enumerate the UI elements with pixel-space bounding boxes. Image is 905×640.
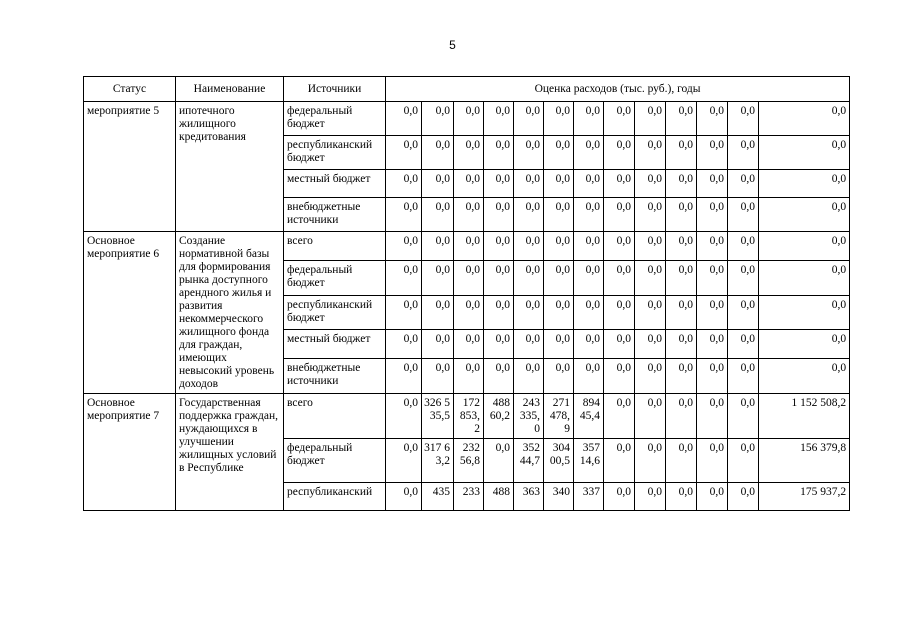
year-value-cell: 0,0: [635, 439, 666, 483]
year-value-cell: 488 60,2: [484, 394, 514, 439]
expenses-table: [83, 76, 850, 511]
year-value-cell: 0,0: [604, 102, 635, 136]
name-cell: Государственная поддержка граждан, нуждающихся в улучшении жилищных условий в Республике: [176, 394, 284, 511]
year-value-cell: 0,0: [574, 359, 604, 394]
total-value-cell: 175 937,2: [759, 483, 850, 511]
year-value-cell: 0,0: [697, 483, 728, 511]
year-value-cell: 271 478,9: [544, 394, 574, 439]
year-value-cell: 0,0: [544, 102, 574, 136]
year-value-cell: 0,0: [574, 136, 604, 170]
year-value-cell: 0,0: [728, 260, 759, 295]
year-value-cell: 0,0: [422, 136, 454, 170]
year-value-cell: 0,0: [728, 102, 759, 136]
year-value-cell: 0,0: [635, 170, 666, 198]
year-value-cell: 0,0: [697, 170, 728, 198]
year-value-cell: 0,0: [484, 102, 514, 136]
year-value-cell: 0,0: [454, 136, 484, 170]
year-value-cell: 304 00,5: [544, 439, 574, 483]
source-cell: республиканский бюджет: [284, 136, 386, 170]
total-value-cell: 1 152 508,2: [759, 394, 850, 439]
year-value-cell: 357 14,6: [574, 439, 604, 483]
year-value-cell: 317 63,2: [422, 439, 454, 483]
total-value-cell: 0,0: [759, 232, 850, 261]
year-value-cell: 0,0: [386, 232, 422, 261]
source-cell: внебюджетные источники: [284, 198, 386, 232]
year-value-cell: 0,0: [728, 170, 759, 198]
year-value-cell: 0,0: [635, 483, 666, 511]
year-value-cell: 0,0: [728, 136, 759, 170]
total-value-cell: 0,0: [759, 260, 850, 295]
year-value-cell: 0,0: [697, 232, 728, 261]
year-value-cell: 0,0: [574, 295, 604, 330]
year-value-cell: 0,0: [386, 260, 422, 295]
year-value-cell: 0,0: [666, 232, 697, 261]
year-value-cell: 0,0: [604, 295, 635, 330]
year-value-cell: 0,0: [386, 136, 422, 170]
year-value-cell: 0,0: [422, 330, 454, 359]
status-cell: мероприятие 5: [84, 102, 176, 232]
year-value-cell: 363: [514, 483, 544, 511]
year-value-cell: 0,0: [386, 439, 422, 483]
year-value-cell: 0,0: [728, 394, 759, 439]
table-row: [84, 102, 850, 136]
source-cell: федеральный бюджет: [284, 102, 386, 136]
year-value-cell: 0,0: [422, 295, 454, 330]
year-value-cell: 0,0: [697, 330, 728, 359]
header-sources: Источники: [284, 77, 386, 102]
year-value-cell: 0,0: [666, 260, 697, 295]
header-name: Наименование: [176, 77, 284, 102]
year-value-cell: 0,0: [574, 170, 604, 198]
year-value-cell: 0,0: [514, 198, 544, 232]
year-value-cell: 0,0: [484, 170, 514, 198]
year-value-cell: 0,0: [484, 198, 514, 232]
year-value-cell: 0,0: [728, 198, 759, 232]
name-cell: Создание нормативной базы для формирования рынка доступного арендного жилья и развития некоммерческого жилищного фонда для граждан, имеющих невысокий уровень доходов: [176, 232, 284, 394]
year-value-cell: 0,0: [484, 330, 514, 359]
year-value-cell: 0,0: [514, 295, 544, 330]
year-value-cell: 0,0: [728, 295, 759, 330]
source-cell: республиканский: [284, 483, 386, 511]
year-value-cell: 0,0: [544, 170, 574, 198]
table-row: [84, 232, 850, 261]
year-value-cell: 340: [544, 483, 574, 511]
year-value-cell: 0,0: [544, 232, 574, 261]
year-value-cell: 0,0: [697, 439, 728, 483]
year-value-cell: 0,0: [604, 359, 635, 394]
year-value-cell: 0,0: [635, 359, 666, 394]
source-cell: местный бюджет: [284, 170, 386, 198]
year-value-cell: 0,0: [386, 330, 422, 359]
year-value-cell: 0,0: [728, 483, 759, 511]
year-value-cell: 0,0: [386, 170, 422, 198]
year-value-cell: 0,0: [544, 295, 574, 330]
year-value-cell: 0,0: [728, 359, 759, 394]
year-value-cell: 0,0: [635, 102, 666, 136]
total-value-cell: 0,0: [759, 359, 850, 394]
year-value-cell: 0,0: [604, 330, 635, 359]
year-value-cell: 172 853,2: [454, 394, 484, 439]
source-cell: федеральный бюджет: [284, 260, 386, 295]
year-value-cell: 0,0: [514, 359, 544, 394]
year-value-cell: 0,0: [635, 232, 666, 261]
year-value-cell: 0,0: [454, 102, 484, 136]
year-value-cell: 0,0: [544, 198, 574, 232]
year-value-cell: 0,0: [604, 232, 635, 261]
year-value-cell: 0,0: [635, 330, 666, 359]
year-value-cell: 0,0: [386, 198, 422, 232]
source-cell: всего: [284, 394, 386, 439]
page-number: 5: [449, 38, 456, 52]
year-value-cell: 0,0: [544, 330, 574, 359]
source-cell: всего: [284, 232, 386, 261]
year-value-cell: 0,0: [422, 260, 454, 295]
year-value-cell: 0,0: [635, 394, 666, 439]
year-value-cell: 0,0: [514, 102, 544, 136]
year-value-cell: 0,0: [514, 260, 544, 295]
year-value-cell: 0,0: [484, 359, 514, 394]
year-value-cell: 0,0: [386, 295, 422, 330]
year-value-cell: 0,0: [604, 483, 635, 511]
year-value-cell: 0,0: [697, 102, 728, 136]
name-cell: ипотечного жилищного кредитования: [176, 102, 284, 232]
year-value-cell: 0,0: [697, 394, 728, 439]
year-value-cell: 0,0: [454, 330, 484, 359]
year-value-cell: 0,0: [454, 295, 484, 330]
total-value-cell: 0,0: [759, 295, 850, 330]
year-value-cell: 0,0: [422, 232, 454, 261]
year-value-cell: 337: [574, 483, 604, 511]
year-value-cell: 0,0: [484, 295, 514, 330]
header-status: Статус: [84, 77, 176, 102]
year-value-cell: 0,0: [484, 260, 514, 295]
year-value-cell: 233: [454, 483, 484, 511]
status-cell: Основное мероприятие 6: [84, 232, 176, 394]
year-value-cell: 0,0: [544, 136, 574, 170]
year-value-cell: 0,0: [635, 260, 666, 295]
year-value-cell: 0,0: [484, 439, 514, 483]
year-value-cell: 0,0: [666, 330, 697, 359]
table-row: [84, 394, 850, 439]
year-value-cell: 0,0: [697, 359, 728, 394]
year-value-cell: 0,0: [514, 136, 544, 170]
year-value-cell: 0,0: [697, 260, 728, 295]
year-value-cell: 488: [484, 483, 514, 511]
year-value-cell: 0,0: [666, 170, 697, 198]
year-value-cell: 0,0: [728, 439, 759, 483]
year-value-cell: 0,0: [386, 394, 422, 439]
year-value-cell: 0,0: [728, 232, 759, 261]
year-value-cell: 0,0: [454, 170, 484, 198]
year-value-cell: 0,0: [514, 232, 544, 261]
year-value-cell: 0,0: [697, 295, 728, 330]
table-body: [84, 102, 850, 511]
year-value-cell: 326 535,5: [422, 394, 454, 439]
year-value-cell: 0,0: [574, 102, 604, 136]
year-value-cell: 0,0: [604, 439, 635, 483]
year-value-cell: 243 335,0: [514, 394, 544, 439]
year-value-cell: 0,0: [574, 330, 604, 359]
year-value-cell: 0,0: [666, 483, 697, 511]
year-value-cell: 0,0: [454, 260, 484, 295]
year-value-cell: 0,0: [484, 136, 514, 170]
year-value-cell: 435: [422, 483, 454, 511]
total-value-cell: 0,0: [759, 330, 850, 359]
year-value-cell: 0,0: [422, 359, 454, 394]
status-cell: Основное мероприятие 7: [84, 394, 176, 511]
year-value-cell: 0,0: [697, 198, 728, 232]
year-value-cell: 0,0: [666, 136, 697, 170]
year-value-cell: 0,0: [454, 198, 484, 232]
total-value-cell: 0,0: [759, 198, 850, 232]
year-value-cell: 0,0: [604, 260, 635, 295]
year-value-cell: 0,0: [574, 198, 604, 232]
year-value-cell: 0,0: [422, 102, 454, 136]
year-value-cell: 0,0: [635, 295, 666, 330]
year-value-cell: 0,0: [666, 102, 697, 136]
source-cell: местный бюджет: [284, 330, 386, 359]
year-value-cell: 0,0: [604, 198, 635, 232]
total-value-cell: 0,0: [759, 170, 850, 198]
total-value-cell: 156 379,8: [759, 439, 850, 483]
year-value-cell: 0,0: [666, 359, 697, 394]
year-value-cell: 0,0: [666, 439, 697, 483]
year-value-cell: 0,0: [544, 359, 574, 394]
year-value-cell: 0,0: [728, 330, 759, 359]
year-value-cell: 232 56,8: [454, 439, 484, 483]
year-value-cell: 0,0: [604, 394, 635, 439]
year-value-cell: 0,0: [604, 136, 635, 170]
year-value-cell: 0,0: [514, 170, 544, 198]
year-value-cell: 0,0: [666, 295, 697, 330]
year-value-cell: 894 45,4: [574, 394, 604, 439]
year-value-cell: 352 44,7: [514, 439, 544, 483]
year-value-cell: 0,0: [454, 359, 484, 394]
year-value-cell: 0,0: [635, 136, 666, 170]
year-value-cell: 0,0: [604, 170, 635, 198]
year-value-cell: 0,0: [635, 198, 666, 232]
year-value-cell: 0,0: [514, 330, 544, 359]
header-costs: Оценка расходов (тыс. руб.), годы: [386, 77, 850, 102]
year-value-cell: 0,0: [386, 102, 422, 136]
total-value-cell: 0,0: [759, 136, 850, 170]
table-header-row: [84, 77, 850, 102]
year-value-cell: 0,0: [544, 260, 574, 295]
source-cell: внебюджетные источники: [284, 359, 386, 394]
year-value-cell: 0,0: [574, 232, 604, 261]
year-value-cell: 0,0: [386, 359, 422, 394]
year-value-cell: 0,0: [422, 198, 454, 232]
source-cell: республиканский бюджет: [284, 295, 386, 330]
year-value-cell: 0,0: [386, 483, 422, 511]
source-cell: федеральный бюджет: [284, 439, 386, 483]
year-value-cell: 0,0: [666, 198, 697, 232]
year-value-cell: 0,0: [666, 394, 697, 439]
year-value-cell: 0,0: [574, 260, 604, 295]
year-value-cell: 0,0: [422, 170, 454, 198]
year-value-cell: 0,0: [454, 232, 484, 261]
total-value-cell: 0,0: [759, 102, 850, 136]
year-value-cell: 0,0: [484, 232, 514, 261]
year-value-cell: 0,0: [697, 136, 728, 170]
